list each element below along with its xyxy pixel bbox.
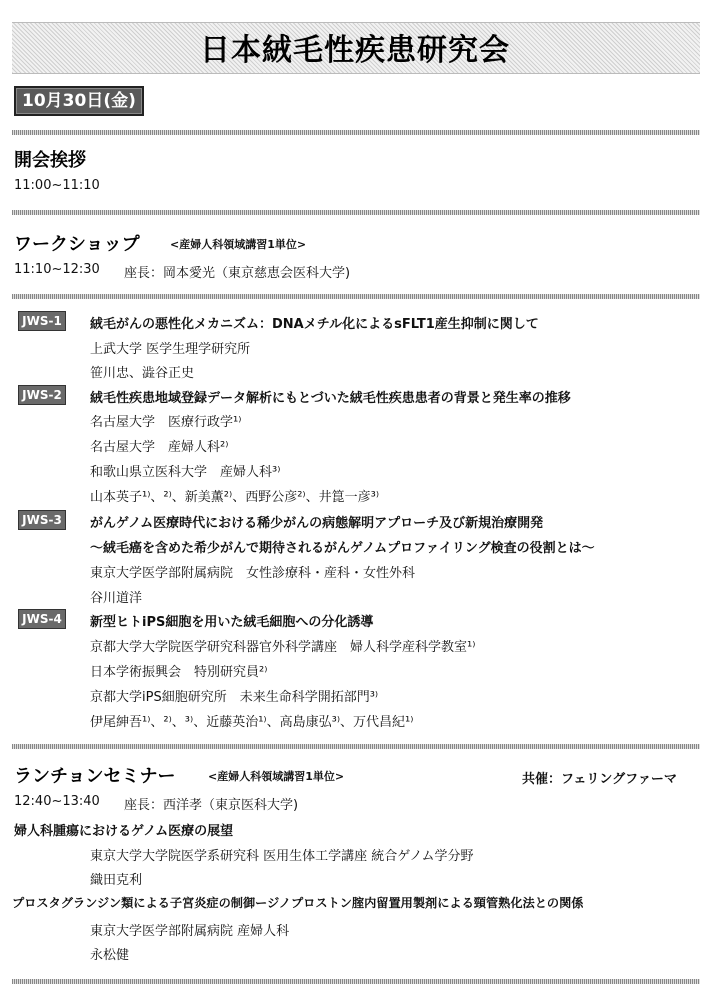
opening-time: 11:00~11:10 xyxy=(14,178,100,193)
workshop-credit: <産婦人科領域講習1単位> xyxy=(170,238,307,251)
talk-title: プロスタグランジン類による子宮炎症の制御ージノプロストン腟内留置用製剤による頸管熟化法との関係 xyxy=(12,896,584,910)
affiliation: 東京大学大学院医学系研究科 医用生体工学講座 統合ゲノム学分野 xyxy=(90,849,474,864)
date-badge: 10月30日(金) xyxy=(14,86,144,116)
luncheon-credit: <産婦人科領域講習1単位> xyxy=(208,770,345,783)
affiliation: 名古屋大学 産婦人科²⁾ xyxy=(90,440,229,455)
jws-title: 絨毛性疾患地域登録データ解析にもとづいた絨毛性疾患患者の背景と発生率の推移 xyxy=(90,391,571,406)
authors: 伊尾紳吾¹⁾、²⁾、³⁾、近藤英治¹⁾、高島康弘³⁾、万代昌紀¹⁾ xyxy=(90,715,414,730)
jws-title: 新型ヒトiPS細胞を用いた絨毛細胞への分化誘導 xyxy=(90,615,374,630)
divider xyxy=(12,130,700,135)
divider xyxy=(12,210,700,215)
affiliation: 東京大学医学部附属病院 産婦人科 xyxy=(90,924,290,939)
luncheon-sponsor: 共催：フェリングファーマ xyxy=(522,772,677,787)
jws-title: 絨毛がんの悪性化メカニズム：DNAメチル化によるsFLT1産生抑制に関して xyxy=(90,317,539,332)
affiliation: 上武大学 医学生理学研究所 xyxy=(90,342,251,357)
luncheon-time: 12:40~13:40 xyxy=(14,794,100,809)
authors: 山本英子¹⁾、²⁾、新美薫²⁾、西野公彦²⁾、井箟一彦³⁾ xyxy=(90,490,380,505)
luncheon-chair: 座長：西洋孝（東京医科大学) xyxy=(124,798,299,813)
opening-heading: 開会挨拶 xyxy=(14,150,86,171)
jws-badge: JWS-2 xyxy=(18,385,66,405)
divider xyxy=(12,294,700,299)
affiliation: 和歌山県立医科大学 産婦人科³⁾ xyxy=(90,465,281,480)
speaker: 織田克利 xyxy=(90,873,143,888)
divider xyxy=(12,744,700,749)
authors: 谷川道洋 xyxy=(90,591,143,606)
workshop-chair: 座長：岡本愛光（東京慈恵会医科大学) xyxy=(124,266,351,281)
talk-title: 婦人科腫瘍におけるゲノム医療の展望 xyxy=(14,824,234,839)
jws-subtitle: ～絨毛癌を含めた希少がんで期待されるがんゲノムプロファイリング検査の役割とは～ xyxy=(90,541,595,556)
workshop-heading: ワークショップ xyxy=(14,234,140,255)
page-title: 日本絨毛性疾患研究会 xyxy=(200,33,510,68)
jws-badge: JWS-1 xyxy=(18,311,66,331)
divider xyxy=(12,979,700,984)
affiliation: 名古屋大学 医療行政学¹⁾ xyxy=(90,415,242,430)
affiliation: 京都大学iPS細胞研究所 未来生命科学開拓部門³⁾ xyxy=(90,690,379,705)
affiliation: 東京大学医学部附属病院 女性診療科・産科・女性外科 xyxy=(90,566,416,581)
affiliation: 日本学術振興会 特別研究員²⁾ xyxy=(90,665,268,680)
jws-badge: JWS-3 xyxy=(18,510,66,530)
jws-title: がんゲノム医療時代における稀少がんの病態解明アプローチ及び新規治療開発 xyxy=(90,516,544,531)
luncheon-heading: ランチョンセミナー xyxy=(14,766,176,787)
workshop-time: 11:10~12:30 xyxy=(14,262,100,277)
affiliation: 京都大学大学院医学研究科器官外科学講座 婦人科学産科学教室¹⁾ xyxy=(90,640,476,655)
jws-badge: JWS-4 xyxy=(18,609,66,629)
speaker: 永松健 xyxy=(90,948,130,963)
authors: 笹川忠、澁谷正史 xyxy=(90,366,195,381)
